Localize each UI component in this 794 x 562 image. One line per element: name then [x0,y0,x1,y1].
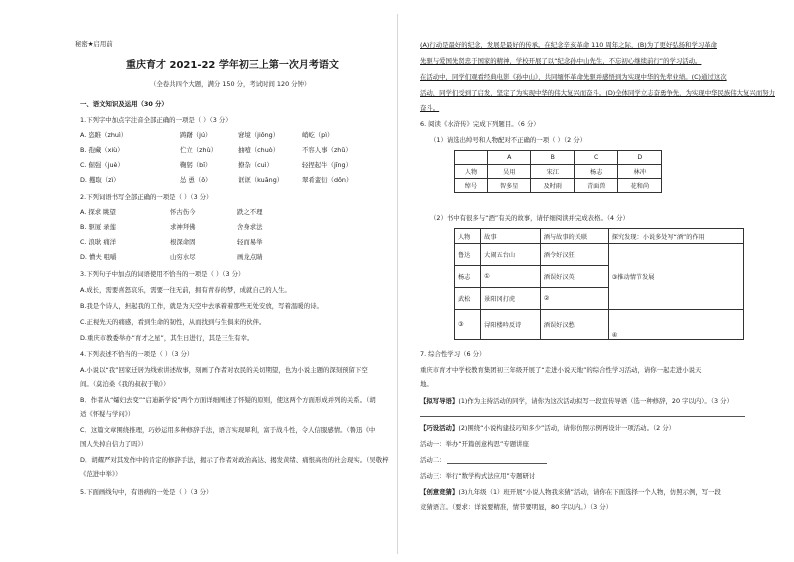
task1 [420,397,733,405]
q1-c-1: C. 倔强（juè） [80,161,124,169]
q2-stem: 2.下列词语书写全部正确的一项是（ ）（3 分） [80,193,213,201]
t2-h0: 人物 [455,229,481,244]
q3-d: D.重庆市教委举办“育才之星”，其生日进行，其是三生有幸。 [80,334,254,342]
t1-r1-4: 林冲 [618,165,662,179]
q2-d-1: D. 懵夫 咀嚼 [80,253,117,261]
secret-label: 秘密★启用前 [75,40,113,48]
q2-b-1: B. 驱厦 录莲 [80,223,117,231]
t1-r1-1: 吴用 [487,165,531,179]
para-line5: 奋斗。 [420,104,440,112]
q1-stem: 1.下列字中加点字注音全部正确的一项是（ ）（3 分） [80,116,232,124]
q1-b-3: 抽噎（chuò） [238,146,280,154]
t2-r1-0: 杨志 [455,266,481,288]
activity-2: 活动二： [420,456,446,464]
t1-h2: B [531,151,575,165]
q1-c-2: 鞠躬（bī） [180,161,212,169]
t2-r1-1: ① [481,266,541,288]
q2-a-3: 跌之不理 [237,208,263,216]
t1-r1-3: 杨志 [574,165,618,179]
t2-h3: 探究发现：小说多处写“酒”的作用 [608,229,743,244]
q1-b-2: 伫立（zhù） [180,146,218,154]
t2-r2-0: 武松 [455,288,481,310]
q7-intro-line2: 地。 [420,380,433,388]
q3-stem: 3.下列句子中加点的词语使用不恰当的一项是（ ）（3 分） [80,270,245,278]
t2-r0-1: 大闹五台山 [481,244,541,266]
task3-line2: 竞猜语言。（要求：详说要精准，情节要明显，80 字以内。）（3 分） [420,503,612,511]
t1-r2-1: 智多星 [487,179,531,193]
para-line1: (A)行动是最好的纪念，发展是最好的传承。在纪念辛亥革命 110 周年之际，(B)为了更好弘扬和学习革命 [420,41,718,49]
activity-1: 活动一：举办“开篇创意构思”专题讲座 [420,440,529,448]
q4-a-line1: A.小说以“我”回家迁居为线索讲述故事，刻画了作者对农民的关切期望，也为小说主题的深刻预留下空 [80,366,368,374]
q1-a-3: 窘境（jiǒng） [238,131,280,139]
q1-d-2: 怂 恿（ǒ） [180,176,212,184]
answer-line-1[interactable] [420,416,745,417]
task1-text: (1)作为主持活动的同学，请你为这次活动拟写一段宣传导语（选一种修辞，20 字以内）。（3 分） [458,397,733,405]
answer-line-2[interactable] [447,463,547,464]
para-line4: 活动，同学们受到了启发，坚定了为实现中华的伟大复兴而奋斗。(D)全体同学立志奋勇争先，为实现中华民族伟大复兴而努力 [420,89,775,97]
q2-d-3: 画龙点睛 [237,253,263,261]
q1-d-1: D. 攫取（zì） [80,176,120,184]
activity-3: 活动三：举行“数学构式法应用”专题研讨 [420,472,536,480]
t1-r2-0: 绰号 [455,179,488,193]
t1-r2-4: 花和尚 [618,179,662,193]
q1-c-4: 轻捏起牛（jīng） [302,161,353,169]
q7-intro-line1: 重庆市育才中学校教育集团初三年级开展了“走进小说天地”的综合性学习活动，请你一起走进小说天 [420,366,702,374]
task3-label: 【创意竞猜】 [420,488,459,496]
q4-d-line1: D．胡耀严对其发作中的肯定的修辞手法，揭示了作者对政治高达、揭发黄绪、痛恨高贵的社会现实。（吴敬梓 [80,456,389,464]
q4-b-line1: B．作者从“孀妇去变”“启迪新学说”两个方面详细阐述了怀疑的原则，使这两个方面形成并列的关系。（胡 [80,396,376,404]
t2-r0-2: 酒令好汉狂 [540,244,608,266]
t2-r3-3: ④ [608,310,743,340]
t1-r2-2: 及时雨 [531,179,575,193]
q2-b-3: 舍身求法 [237,223,263,231]
q1-b-1: B. 孢藏（xiù） [80,146,124,154]
q2-a-2: 怀古伤今 [170,208,196,216]
task3-text: (3)九年级（1）班开展“小说人物我来猜”活动，请你在下面选择一个人物，仿照示例，写一段 [458,488,721,496]
q4-c-line1: C．这篇文章围绕推理，巧妙运用多种修辞手法，语言实现犀利，富于战斗性，令人信服感情。（鲁迅《中 [80,426,376,434]
q2-a-1: A. 探求 眺望 [80,208,116,216]
nickname-table [454,150,662,193]
t2-r3-1: 浔阳楼吟反诗 [481,310,541,340]
t2-h2: 酒与故事的关联 [540,229,608,244]
q1-d-4: 翠肴蛮衍（dōn） [302,176,353,184]
t2-r2-2: ② [540,288,608,310]
t1-h3: C [574,151,618,165]
q6-part2: （2）书中有很多与“酒”有关的故事，请仔细阅读并完成表格。（4 分） [430,214,629,222]
wine-table [454,228,744,340]
task1-label: 【拟写导语】 [420,397,459,405]
t1-h0 [455,151,488,165]
t1-h4: D [618,151,662,165]
task3 [420,488,721,496]
q4-d-line2: 《范进中举》） [80,470,122,478]
q3-b: B.我是个诗人，担起我的工作，就是为天空中去承着着那些无处安放，写着温暖的诗。 [80,302,323,310]
q1-b-4: 不容人事（zhǔ） [302,146,352,154]
q1-d-3: 诓诓（kuāng） [238,176,284,184]
q4-stem: 4.下列表述不恰当的一项是（ ）（3 分） [80,350,194,358]
task2-label: 【巧设活动】 [420,424,459,432]
q6-part1: （1）请选出绰号和人物配对不正确的一项（ ）（2 分） [430,136,586,144]
q4-a-line2: 间。（莫泊桑《我的叔叔于勒》） [80,380,170,388]
q2-c-1: C. 浪耿 痛洋 [80,238,117,246]
q4-b-line2: 适《怀疑与学问》） [80,410,135,418]
t1-h1: A [487,151,531,165]
t1-r2-3: 青面兽 [574,179,618,193]
q2-d-2: 山穷水尽 [170,253,196,261]
q2-b-2: 求神拜佛 [170,223,196,231]
t1-r1-2: 宋江 [531,165,575,179]
q5-stem: 5.下面画线句中，有语病的一处是（ ）（3 分） [80,488,213,496]
task2-text: (2)围绕“小说构建技巧知多少”活动，请你仿照示例再设计一项活动。（2 分） [458,424,676,432]
t2-r1-3: ③推动情节发展 [608,244,743,310]
t2-r1-2: 酒误好汉英 [540,266,608,288]
q7-stem: 7. 综合性学习（6 分） [420,350,486,358]
t2-h1: 故事 [481,229,541,244]
exam-note: （全卷共四个大题，满分 150 分，考试时间 120 分钟） [150,80,311,88]
q1-c-3: 撩杂（cuì） [238,161,273,169]
q2-c-2: 根深命固 [170,238,196,246]
q1-a-1: A. 恣睢（zhuì） [80,131,128,139]
exam-title: 重庆育才 2021-22 学年初三上第一次月考语文 [126,60,339,71]
q1-a-4: 峭屹（pì） [302,131,334,139]
t1-r1-0: 人物 [455,165,488,179]
section1-heading: 一、语文知识及运用（30 分） [80,100,168,108]
t2-r3-2: 酒误好汉愁 [540,310,608,340]
q6-stem: 6. 阅读《水浒传》完成下列题目。（6 分） [420,120,540,128]
q1-a-2: 踌躇（jú） [180,131,212,139]
t2-r3-0: ③ [455,310,481,340]
task2 [420,424,675,432]
q4-c-line2: 国人失掉自信力了吗》） [80,440,148,448]
q3-c: C.正视先天的痛感，看到生命的韧性，从而找到与生俱来的伙伴。 [80,318,266,326]
t2-r2-1: 景阳冈打虎 [481,288,541,310]
t2-r0-0: 鲁达 [455,244,481,266]
q3-a: A.成长，需要喜怒哀乐，需要一往无前，拥有青春的梦，成就自己的人生。 [80,286,291,294]
para-line3: 在活动中，同学们观看经典电影《孙中山》，共同缅怀革命先驱并感悟到为实现中华的先辈业绩。(C)通过这次 [420,73,727,81]
column-divider [397,14,398,554]
q2-c-3: 轻而易举 [237,238,263,246]
para-line2: 先驱与爱国先贤忠于国家的精神，学校开展了以“纪念孙中山先生，不忘初心继续前行”的学习活动。 [420,57,702,65]
